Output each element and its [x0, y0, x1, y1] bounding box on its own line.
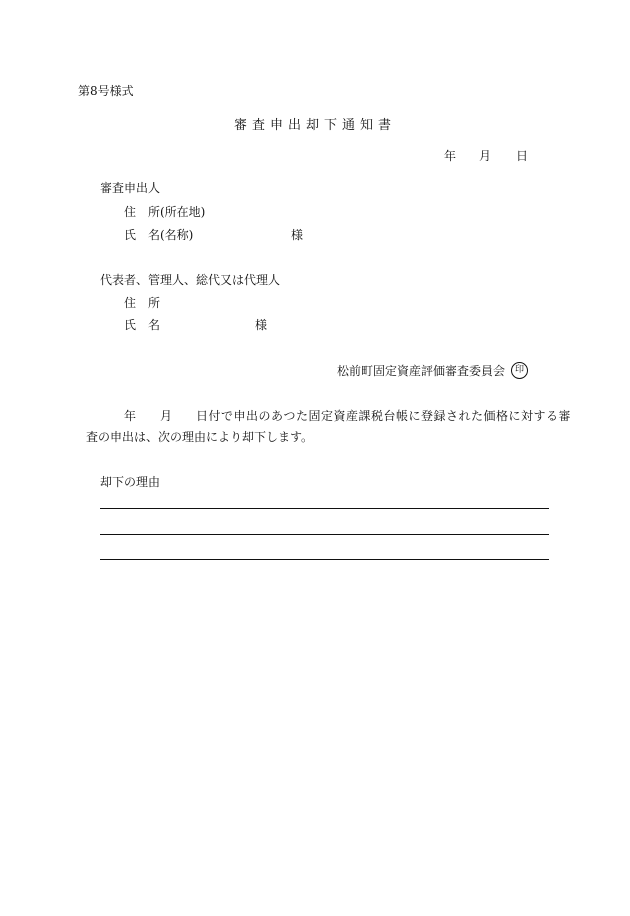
representative-honorific: 様 [255, 318, 268, 332]
applicant-heading: 審査申出人 [100, 181, 161, 195]
reason-line-1 [100, 508, 549, 509]
committee-name: 松前町固定資産評価審査委員会 [336, 363, 505, 378]
reason-heading: 却下の理由 [100, 475, 161, 489]
reason-line-2 [100, 534, 549, 535]
applicant-honorific: 様 [291, 228, 304, 242]
representative-name-label: 氏 名 [124, 318, 161, 332]
applicant-address-label: 住 所(所在地) [124, 205, 206, 219]
reason-line-3 [100, 559, 549, 560]
body-text-line-1: 日付で申出のあつた固定資産課税台帳に登録された価格に対する審 [196, 409, 572, 423]
body-text-line-2: 査の申出は、次の理由により却下します。 [86, 430, 314, 444]
issuer-committee [337, 362, 528, 379]
body-month-label: 月 [160, 409, 173, 423]
body-year-label: 年 [124, 409, 137, 423]
document-title: 審査申出却下通知書 [233, 118, 396, 133]
form-number: 第8号様式 [78, 84, 134, 98]
date-month-label: 月 [479, 149, 492, 163]
seal-stamp: 印 [511, 362, 528, 379]
applicant-name-label: 氏 名(名称) [124, 228, 194, 242]
representative-heading: 代表者、管理人、総代又は代理人 [100, 273, 281, 287]
date-year-label: 年 [444, 149, 457, 163]
date-day-label: 日 [516, 149, 529, 163]
representative-address-label: 住 所 [124, 296, 161, 310]
